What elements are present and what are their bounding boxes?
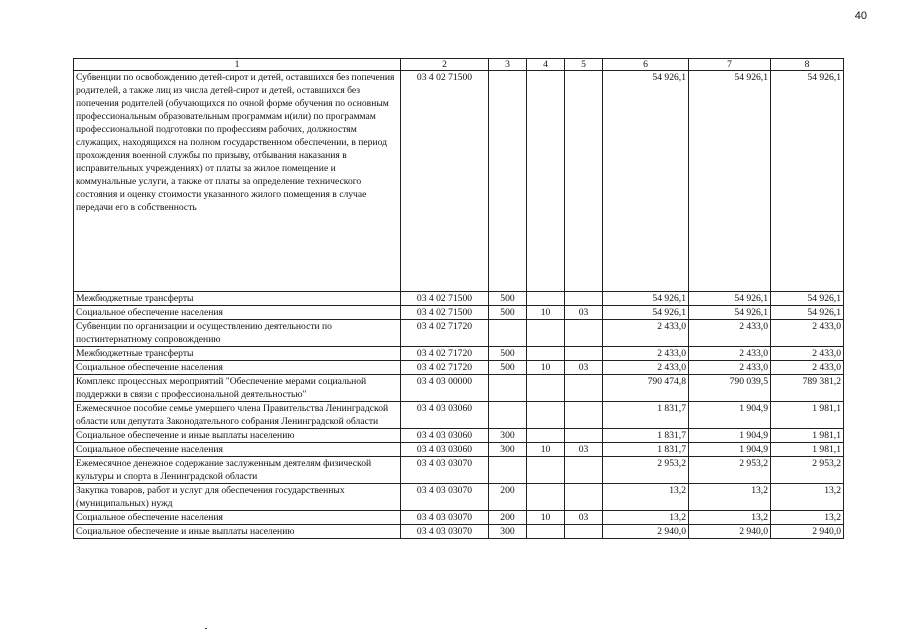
- row-section: [527, 292, 565, 306]
- table-row: [74, 347, 844, 361]
- row-value-1: 2 433,0: [603, 347, 689, 361]
- row-value-2: 2 433,0: [689, 320, 771, 347]
- table-row: [74, 429, 844, 443]
- row-expense-type: [489, 71, 527, 292]
- table-row: [74, 306, 844, 320]
- table-row: [74, 292, 844, 306]
- column-header: 8: [771, 59, 844, 71]
- row-expense-type: 200: [489, 511, 527, 525]
- row-value-1: 1 831,7: [603, 443, 689, 457]
- table-row: [74, 525, 844, 539]
- row-code: 03 4 03 03070: [401, 457, 489, 484]
- row-name: Межбюджетные трансферты: [74, 347, 401, 361]
- row-section: 10: [527, 306, 565, 320]
- row-section: [527, 71, 565, 292]
- row-value-1: 13,2: [603, 511, 689, 525]
- row-section: [527, 375, 565, 402]
- row-section: [527, 457, 565, 484]
- row-value-3: 789 381,2: [771, 375, 844, 402]
- row-value-1: 1 831,7: [603, 402, 689, 429]
- row-subsection: 03: [565, 361, 603, 375]
- row-subsection: [565, 402, 603, 429]
- row-value-3: 54 926,1: [771, 292, 844, 306]
- row-subsection: [565, 484, 603, 511]
- row-subsection: 03: [565, 511, 603, 525]
- row-subsection: [565, 320, 603, 347]
- row-code: 03 4 03 03070: [401, 511, 489, 525]
- row-code: 03 4 03 00000: [401, 375, 489, 402]
- row-value-1: 54 926,1: [603, 292, 689, 306]
- row-value-2: 54 926,1: [689, 292, 771, 306]
- row-subsection: [565, 375, 603, 402]
- row-name: Социальное обеспечение населения: [74, 361, 401, 375]
- row-section: [527, 402, 565, 429]
- row-code: 03 4 03 03070: [401, 525, 489, 539]
- row-subsection: [565, 292, 603, 306]
- row-expense-type: [489, 375, 527, 402]
- column-header: 1: [74, 59, 401, 71]
- table-row: [74, 402, 844, 429]
- row-value-2: 2 433,0: [689, 347, 771, 361]
- row-code: 03 4 02 71500: [401, 292, 489, 306]
- row-value-3: 1 981,1: [771, 402, 844, 429]
- row-section: [527, 429, 565, 443]
- column-header: 7: [689, 59, 771, 71]
- row-value-3: 2 433,0: [771, 361, 844, 375]
- row-value-3: 13,2: [771, 511, 844, 525]
- row-expense-type: 300: [489, 429, 527, 443]
- table-row: [74, 443, 844, 457]
- row-value-1: 54 926,1: [603, 306, 689, 320]
- row-code: 03 4 02 71720: [401, 361, 489, 375]
- row-value-3: 2 953,2: [771, 457, 844, 484]
- row-section: 10: [527, 511, 565, 525]
- row-subsection: [565, 429, 603, 443]
- row-expense-type: 300: [489, 525, 527, 539]
- row-name: Комплекс процессных мероприятий "Обеспечение мерами социальной поддержки в связи с профессиональной деятельностью": [74, 375, 401, 402]
- row-expense-type: 500: [489, 347, 527, 361]
- row-value-1: 54 926,1: [603, 71, 689, 292]
- row-name: Социальное обеспечение и иные выплаты населению: [74, 429, 401, 443]
- row-code: 03 4 02 71500: [401, 71, 489, 292]
- column-header: 3: [489, 59, 527, 71]
- row-name: Социальное обеспечение и иные выплаты населению: [74, 525, 401, 539]
- row-code: 03 4 03 03060: [401, 443, 489, 457]
- row-value-3: 54 926,1: [771, 306, 844, 320]
- row-name: Социальное обеспечение населения: [74, 443, 401, 457]
- row-code: 03 4 03 03060: [401, 402, 489, 429]
- column-header: 2: [401, 59, 489, 71]
- row-expense-type: 500: [489, 292, 527, 306]
- column-header: 4: [527, 59, 565, 71]
- row-value-3: 1 981,1: [771, 443, 844, 457]
- row-expense-type: 200: [489, 484, 527, 511]
- table-row: [74, 511, 844, 525]
- row-value-3: 54 926,1: [771, 71, 844, 292]
- row-expense-type: 500: [489, 306, 527, 320]
- row-section: [527, 320, 565, 347]
- row-value-3: 2 433,0: [771, 320, 844, 347]
- column-number-row: [74, 59, 844, 71]
- row-value-2: 2 433,0: [689, 361, 771, 375]
- row-value-3: 13,2: [771, 484, 844, 511]
- row-code: 03 4 02 71720: [401, 347, 489, 361]
- row-value-2: 790 039,5: [689, 375, 771, 402]
- row-value-2: 13,2: [689, 511, 771, 525]
- row-code: 03 4 02 71720: [401, 320, 489, 347]
- row-value-2: 1 904,9: [689, 402, 771, 429]
- row-value-1: 1 831,7: [603, 429, 689, 443]
- scan-artifact: [205, 628, 207, 629]
- row-value-2: 1 904,9: [689, 443, 771, 457]
- row-expense-type: 300: [489, 443, 527, 457]
- row-expense-type: [489, 320, 527, 347]
- row-value-1: 2 433,0: [603, 361, 689, 375]
- table-row: [74, 320, 844, 347]
- table-row: [74, 375, 844, 402]
- row-value-2: 54 926,1: [689, 71, 771, 292]
- row-section: [527, 484, 565, 511]
- row-value-2: 2 953,2: [689, 457, 771, 484]
- row-subsection: 03: [565, 443, 603, 457]
- row-section: 10: [527, 361, 565, 375]
- row-value-2: 2 940,0: [689, 525, 771, 539]
- row-expense-type: [489, 457, 527, 484]
- table-row: [74, 361, 844, 375]
- row-name: Ежемесячное пособие семье умершего члена Правительства Ленинградской области или депутата Законодательного собрания Ленинградской области: [74, 402, 401, 429]
- table-row: [74, 484, 844, 511]
- row-expense-type: 500: [489, 361, 527, 375]
- budget-table: [73, 58, 844, 539]
- column-header: 5: [565, 59, 603, 71]
- row-value-3: 2 940,0: [771, 525, 844, 539]
- row-name: Субвенции по организации и осуществлению деятельности по постинтернатному сопровождению: [74, 320, 401, 347]
- row-section: [527, 525, 565, 539]
- row-subsection: 03: [565, 306, 603, 320]
- row-section: 10: [527, 443, 565, 457]
- row-code: 03 4 03 03060: [401, 429, 489, 443]
- row-subsection: [565, 347, 603, 361]
- row-subsection: [565, 71, 603, 292]
- row-value-1: 2 940,0: [603, 525, 689, 539]
- row-name: Закупка товаров, работ и услуг для обеспечения государственных (муниципальных) нужд: [74, 484, 401, 511]
- table-row: [74, 457, 844, 484]
- row-expense-type: [489, 402, 527, 429]
- row-value-2: 54 926,1: [689, 306, 771, 320]
- row-value-1: 790 474,8: [603, 375, 689, 402]
- row-value-1: 2 433,0: [603, 320, 689, 347]
- row-code: 03 4 02 71500: [401, 306, 489, 320]
- row-name: Социальное обеспечение населения: [74, 511, 401, 525]
- row-name: Ежемесячное денежное содержание заслуженным деятелям физической культуры и спорта в Ленинградской области: [74, 457, 401, 484]
- row-value-3: 1 981,1: [771, 429, 844, 443]
- row-name: Социальное обеспечение населения: [74, 306, 401, 320]
- table-row: [74, 71, 844, 292]
- row-code: 03 4 03 03070: [401, 484, 489, 511]
- column-header: 6: [603, 59, 689, 71]
- row-value-1: 13,2: [603, 484, 689, 511]
- row-subsection: [565, 457, 603, 484]
- row-value-2: 13,2: [689, 484, 771, 511]
- row-section: [527, 347, 565, 361]
- row-value-3: 2 433,0: [771, 347, 844, 361]
- row-value-2: 1 904,9: [689, 429, 771, 443]
- row-name: Субвенции по освобождению детей-сирот и детей, оставшихся без попечения родителей, а также лиц из числа детей-сирот и детей, оставшихся без попечения родителей (обучающихся по очной форме обучения по основным профессиональным образовательным программам и(или) по программам профессиональной подготовки по профессиям рабочих, должностям служащих, находящихся на полном государственном обеспечении, в период прохождения военной службы по призыву, отбывания наказания в исправительных учреждениях) от платы за жилое помещение и коммунальные услуги, а также от платы за определение технического состояния и оценку стоимости указанного жилого помещения в случае передачи его в собственность: [74, 71, 401, 292]
- page-number: 40: [854, 10, 867, 22]
- row-value-1: 2 953,2: [603, 457, 689, 484]
- row-name: Межбюджетные трансферты: [74, 292, 401, 306]
- row-subsection: [565, 525, 603, 539]
